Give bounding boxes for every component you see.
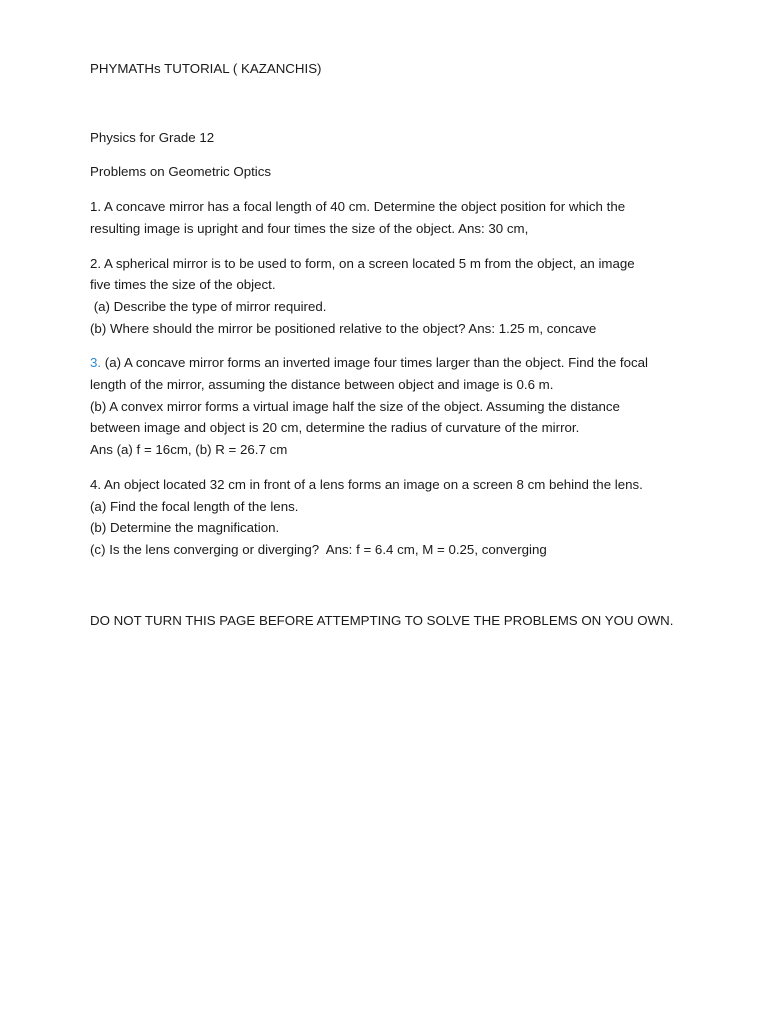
problem-line: 4. An object located 32 cm in front of a lens forms an image on a screen 8 cm behind the lens.: [90, 476, 643, 492]
problem-line: (b) Where should the mirror be positioned relative to the object? Ans: 1.25 m, concave: [90, 320, 597, 336]
problem-line: Ans (a) f = 16cm, (b) R = 26.7 cm: [90, 442, 288, 458]
problem-line-text: (a) A concave mirror forms an inverted image four times larger than the object. Find the focal: [101, 355, 648, 371]
problem-number: 3.: [90, 355, 102, 371]
problem-line: five times the size of the object.: [90, 277, 276, 293]
problem-line: (b) A convex mirror forms a virtual image half the size of the object. Assuming the distance: [90, 398, 620, 414]
problem-line: [90, 352, 690, 374]
tutorial-header: PHYMATHs TUTORIAL ( KAZANCHIS): [90, 61, 322, 76]
problem-line: 2. A spherical mirror is to be used to form, on a screen located 5 m from the object, an image: [90, 255, 635, 271]
problem-line: resulting image is upright and four times the size of the object. Ans: 30 cm,: [90, 220, 529, 236]
problem-3: [90, 352, 690, 461]
subject-title: Physics for Grade 12: [90, 129, 215, 145]
document-body: [90, 58, 690, 631]
problem-line: (b) Determine the magnification.: [90, 520, 280, 536]
problem-line: (c) Is the lens converging or diverging? Ans: f = 6.4 cm, M = 0.25, converging: [90, 541, 547, 557]
problem-line: (a) Find the focal length of the lens.: [90, 498, 299, 514]
problem-line: 1. A concave mirror has a focal length of 40 cm. Determine the object position for which the: [90, 199, 626, 215]
problem-line: between image and object is 20 cm, determine the radius of curvature of the mirror.: [90, 420, 580, 436]
problem-line: length of the mirror, assuming the distance between object and image is 0.6 m.: [90, 377, 554, 393]
notice-text: DO NOT TURN THIS PAGE BEFORE ATTEMPTING TO SOLVE THE PROBLEMS ON YOU OWN.: [90, 612, 674, 628]
topic-title: Problems on Geometric Optics: [90, 164, 272, 180]
problem-4: [90, 474, 690, 561]
problem-line: (a) Describe the type of mirror required.: [90, 298, 327, 314]
problem-2: [90, 253, 690, 340]
problem-1: [90, 196, 690, 239]
